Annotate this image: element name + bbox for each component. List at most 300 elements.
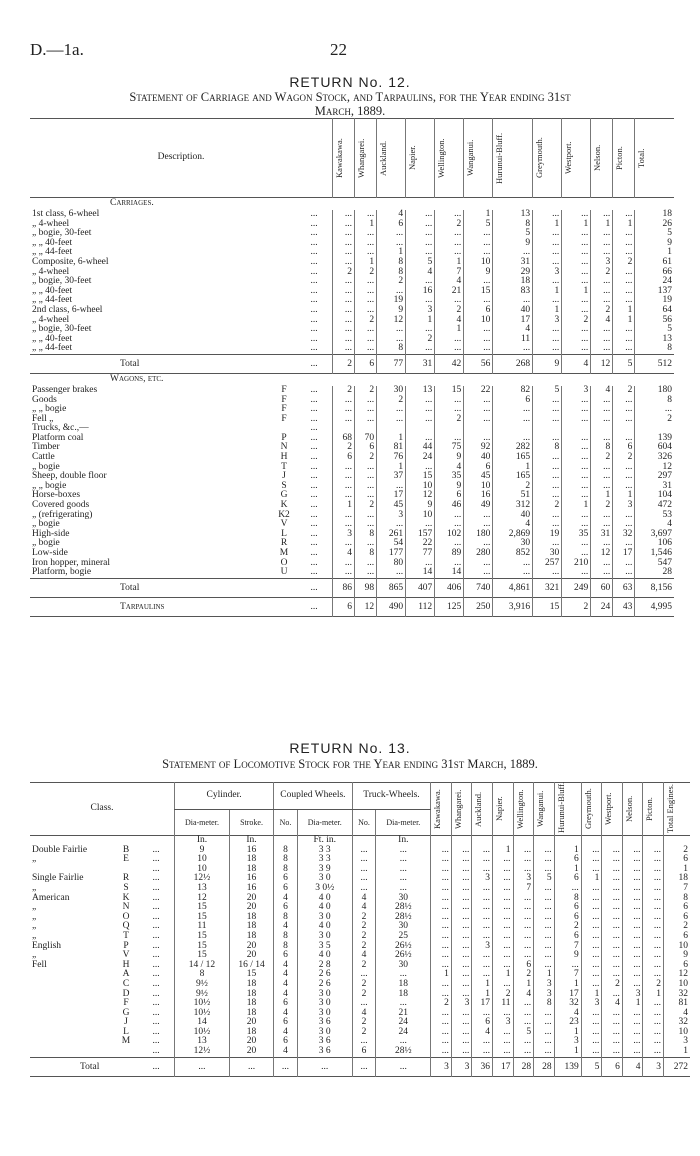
station-header — [581, 783, 602, 836]
cell-value: ... — [492, 980, 513, 990]
column-header — [406, 119, 435, 198]
class-letter: G — [122, 1007, 130, 1018]
coupled-no-header: No. — [274, 809, 298, 836]
cell-value: 1 — [613, 306, 635, 316]
column-header-label: Napier. — [407, 145, 418, 171]
class-letter: J — [282, 471, 286, 482]
cell-value: 2 — [591, 306, 613, 316]
truck-dia: 30 — [376, 922, 431, 932]
stroke: 18 — [229, 1009, 273, 1019]
class-letter: F — [123, 998, 129, 1009]
cell-value: ... — [451, 932, 472, 942]
cell-value: 1 — [377, 248, 406, 258]
leader-dots: ... — [310, 285, 318, 296]
table-row — [30, 386, 674, 396]
cell-value: ... — [464, 396, 493, 406]
cell-value: ... — [562, 277, 591, 287]
cell-value: 2 — [355, 501, 377, 511]
cell-value: ... — [431, 913, 452, 923]
leader-dots: ... — [274, 1057, 298, 1076]
cell-value: 1 — [534, 970, 555, 980]
cell-value: 2 — [355, 268, 377, 278]
cell-value: ... — [451, 922, 472, 932]
leader-dots: ... — [376, 1057, 431, 1076]
truck-no: 2 — [352, 1018, 376, 1028]
cyl-dia: 9 — [175, 846, 230, 856]
cell-value: 43 — [613, 597, 635, 616]
leader-dots: ... — [310, 471, 318, 482]
cell-value: 5 — [406, 258, 435, 268]
class-letter — [272, 354, 296, 373]
cell-value: 75 — [435, 443, 464, 453]
cell-value: ... — [406, 463, 435, 473]
cell-value: 2 — [355, 316, 377, 326]
cell-value: 1 — [581, 990, 602, 1000]
cell-value: 1 — [562, 501, 591, 511]
cylinder-group: Cylinder. — [175, 783, 274, 810]
cell-value: 9 — [464, 268, 493, 278]
cell-value: 31 — [493, 258, 533, 268]
cell-value: ... — [622, 980, 643, 990]
cell-value: 297 — [635, 472, 674, 482]
column-header — [635, 119, 674, 198]
cell-value: 28 — [513, 1057, 534, 1076]
table-row — [30, 1037, 690, 1047]
cell-value: 312 — [493, 501, 533, 511]
cell-value: 9 — [435, 482, 464, 492]
cell-value: ... — [533, 520, 562, 530]
class-name — [30, 970, 114, 980]
cell-value: ... — [472, 1037, 493, 1047]
station-header — [513, 783, 534, 836]
cell-value: ... — [464, 277, 493, 287]
cell-value: 16 — [406, 287, 435, 297]
cell-value: ... — [464, 520, 493, 530]
cell-value: ... — [355, 396, 377, 406]
leader-dots: ... — [310, 404, 318, 415]
cell-value: 11 — [493, 335, 533, 345]
cell-value: 2 — [591, 501, 613, 511]
cell-value: ... — [562, 568, 591, 578]
cell-value: ... — [333, 296, 355, 306]
cell-value: 31 — [591, 530, 613, 540]
cell-value: 4 — [562, 354, 591, 373]
class-letter: F — [281, 404, 287, 415]
leader-dots: ... — [310, 500, 318, 511]
cell-value: 10 — [464, 258, 493, 268]
stroke: 18 — [229, 922, 273, 932]
truck-no-header: No. — [352, 809, 376, 836]
cell-value: ... — [513, 1037, 534, 1047]
stroke: 16 — [229, 874, 273, 884]
cell-value: ... — [451, 1009, 472, 1019]
cell-value: ... — [406, 396, 435, 406]
class-name — [30, 1037, 114, 1047]
coupled-dia: 3 0 — [297, 1009, 352, 1019]
wagons-heading — [30, 373, 674, 386]
cell-value: ... — [333, 539, 355, 549]
cell-value: ... — [534, 932, 555, 942]
table-row — [30, 942, 690, 952]
cell-value: ... — [431, 922, 452, 932]
class-letter — [272, 229, 296, 239]
station-header — [534, 783, 555, 836]
column-header-label: Auckland. — [378, 140, 389, 176]
cell-value: 1 — [643, 990, 664, 1000]
leader-dots: ... — [152, 1026, 160, 1037]
cyl-dia: 8 — [175, 970, 230, 980]
cell-value: ... — [562, 443, 591, 453]
table-row — [30, 210, 674, 220]
truck-no: 6 — [352, 1047, 376, 1057]
cell-value: 32 — [664, 990, 691, 1000]
cell-value: ... — [562, 248, 591, 258]
class-letter: F — [281, 413, 287, 424]
cell-value: ... — [643, 874, 664, 884]
cell-value: ... — [622, 1018, 643, 1028]
cell-value: ... — [643, 903, 664, 913]
cyl-dia: 9½ — [175, 990, 230, 1000]
cell-value: 13 — [635, 335, 674, 345]
row-label: „ „ 40-feet — [32, 333, 73, 344]
cell-value: ... — [513, 903, 534, 913]
leader-dots: ... — [152, 902, 160, 913]
leader-dots: ... — [310, 582, 318, 593]
cell-value: 15 — [435, 386, 464, 396]
class-letter: H — [280, 452, 288, 463]
truck-dia: ... — [376, 970, 431, 980]
cell-value: ... — [533, 453, 562, 463]
coupled-dia: 3 9 — [297, 865, 352, 875]
leader-dots: ... — [310, 601, 318, 612]
cell-value: ... — [554, 884, 581, 894]
cell-value: ... — [333, 229, 355, 239]
cell-value: 60 — [591, 578, 613, 597]
cell-value: ... — [613, 568, 635, 578]
cell-value: ... — [492, 942, 513, 952]
cell-value: ... — [472, 865, 493, 875]
cell-value: 406 — [435, 578, 464, 597]
cell-value: 1 — [377, 463, 406, 473]
cell-value: ... — [554, 961, 581, 971]
cell-value: 89 — [435, 549, 464, 559]
class-letter — [272, 210, 296, 220]
cell-value: ... — [355, 335, 377, 345]
cell-value: 9 — [635, 239, 674, 249]
cell-value: 8,156 — [635, 578, 674, 597]
coupled-no: 4 — [274, 990, 298, 1000]
cell-value: ... — [533, 568, 562, 578]
cell-value: ... — [406, 296, 435, 306]
stroke: 20 — [229, 1047, 273, 1057]
cell-value: ... — [581, 1009, 602, 1019]
cell-value: 1 — [533, 306, 562, 316]
cell-value: ... — [333, 277, 355, 287]
cell-value: 42 — [435, 354, 464, 373]
cell-value: 45 — [377, 501, 406, 511]
cell-value: ... — [602, 846, 623, 856]
cell-value: 7 — [554, 970, 581, 980]
cell-value: 2,869 — [493, 530, 533, 540]
cell-value: 157 — [406, 530, 435, 540]
coupled-no: 6 — [274, 903, 298, 913]
cell-value: ... — [591, 210, 613, 220]
stroke: 20 — [229, 942, 273, 952]
cell-value: 4 — [435, 316, 464, 326]
cell-value: 1 — [554, 980, 581, 990]
cell-value: ... — [355, 239, 377, 249]
cyl-dia: 12½ — [175, 1047, 230, 1057]
cyl-dia: 13 — [175, 1037, 230, 1047]
class-letter — [272, 578, 296, 597]
cell-value: ... — [622, 922, 643, 932]
cell-value: ... — [492, 855, 513, 865]
cell-value: 8 — [533, 443, 562, 453]
coupled-dia: 3 0 — [297, 990, 352, 1000]
cell-value: 2 — [635, 415, 674, 425]
cell-value: 19 — [377, 296, 406, 306]
truck-dia: 28½ — [376, 903, 431, 913]
cell-value: ... — [613, 325, 635, 335]
table-row — [30, 970, 690, 980]
cell-value: ... — [562, 549, 591, 559]
cell-value: 2 — [355, 453, 377, 463]
leader-dots: ... — [310, 343, 318, 354]
class-name — [30, 1047, 114, 1057]
cell-value: 81 — [377, 443, 406, 453]
cell-value: ... — [377, 325, 406, 335]
station-header — [643, 783, 664, 836]
cell-value: ... — [533, 434, 562, 444]
cell-value: ... — [613, 396, 635, 406]
leader-dots: ... — [310, 333, 318, 344]
cell-value: 77 — [377, 354, 406, 373]
leader-dots: ... — [152, 873, 160, 884]
cell-value: ... — [435, 539, 464, 549]
cell-value: 6 — [664, 961, 691, 971]
cell-value: 6 — [355, 354, 377, 373]
row-label: „ „ bogie — [32, 480, 67, 491]
cell-value: ... — [431, 1009, 452, 1019]
cell-value: ... — [591, 344, 613, 354]
cell-value: ... — [613, 463, 635, 473]
cell-value: ... — [613, 335, 635, 345]
row-label: „ „ 44-feet — [32, 343, 73, 354]
row-label: Timber — [32, 442, 60, 453]
cell-value: 125 — [435, 597, 464, 616]
leader-dots: ... — [152, 998, 160, 1009]
table-row — [30, 220, 674, 230]
cell-value: ... — [602, 1009, 623, 1019]
coupled-dia: 3 6 — [297, 1037, 352, 1047]
cell-value: ... — [591, 415, 613, 425]
cell-value: 104 — [635, 491, 674, 501]
row-label: „ „ 44-feet — [32, 247, 73, 258]
cell-value: ... — [492, 1009, 513, 1019]
cell-value: 7 — [513, 884, 534, 894]
coupled-no: 8 — [274, 865, 298, 875]
cell-value: ... — [435, 248, 464, 258]
class-letter: V — [122, 950, 130, 961]
cell-value: 4 — [493, 520, 533, 530]
station-header-label: Napier. — [493, 796, 504, 822]
cell-value: ... — [451, 1047, 472, 1057]
row-label: Sheep, double floor — [32, 471, 107, 482]
stroke: 20 — [229, 1018, 273, 1028]
table-row — [30, 248, 674, 258]
coupled-dia: 3 0½ — [297, 884, 352, 894]
table-row — [30, 396, 674, 406]
cell-value: ... — [472, 884, 493, 894]
coupled-dia: 2 6 — [297, 980, 352, 990]
table-row — [30, 424, 674, 434]
leader-dots: ... — [310, 247, 318, 258]
stroke: 16 / 14 — [229, 961, 273, 971]
cell-value: ... — [602, 903, 623, 913]
cell-value: 8 — [591, 443, 613, 453]
station-header-label: Westport. — [603, 792, 614, 826]
truck-dia: 18 — [376, 980, 431, 990]
cell-value: 9 — [435, 453, 464, 463]
row-label: Trucks, &c.,— — [32, 423, 89, 434]
cell-value: 14 — [406, 568, 435, 578]
cell-value: 7 — [435, 268, 464, 278]
cell-value: 9 — [377, 306, 406, 316]
class-name: „ — [32, 911, 37, 922]
cell-value: ... — [591, 472, 613, 482]
leader-dots: ... — [310, 237, 318, 248]
cell-value: ... — [622, 855, 643, 865]
cell-value: ... — [435, 396, 464, 406]
cell-value: 19 — [635, 296, 674, 306]
cell-value: ... — [431, 1018, 452, 1028]
coupled-no: 6 — [274, 874, 298, 884]
coupled-dia-header: Dia-meter. — [297, 809, 352, 836]
cell-value: 56 — [464, 354, 493, 373]
cell-value: 17 — [613, 549, 635, 559]
cell-value: ... — [431, 1037, 452, 1047]
table-row — [30, 501, 674, 511]
cell-value: ... — [355, 405, 377, 415]
class-letter: O — [122, 911, 130, 922]
cell-value: ... — [581, 865, 602, 875]
cell-value: 6 — [377, 220, 406, 230]
cell-value: ... — [492, 951, 513, 961]
cell-value: ... — [333, 287, 355, 297]
class-letter: F — [281, 394, 287, 405]
cell-value: 17 — [377, 491, 406, 501]
cell-value: 17 — [472, 999, 493, 1009]
cell-value: ... — [613, 210, 635, 220]
cell-value: ... — [513, 932, 534, 942]
cell-value: ... — [613, 287, 635, 297]
cell-value: ... — [377, 415, 406, 425]
cell-value: 2 — [613, 258, 635, 268]
cell-value: 2 — [355, 386, 377, 396]
cell-value: 12 — [377, 316, 406, 326]
cell-value: 6 — [493, 396, 533, 406]
coupled-dia: 3 3 — [297, 846, 352, 856]
row-label: 2nd class, 6-wheel — [32, 304, 103, 315]
cell-value: ... — [435, 335, 464, 345]
cell-value: ... — [406, 277, 435, 287]
cell-value: 15 — [464, 287, 493, 297]
cell-value: 1 — [492, 970, 513, 980]
cell-value: ... — [492, 865, 513, 875]
cell-value: 76 — [377, 453, 406, 463]
coupled-no: 8 — [274, 846, 298, 856]
stroke: 18 — [229, 855, 273, 865]
cell-value: ... — [613, 472, 635, 482]
cell-value: 31 — [635, 482, 674, 492]
cell-value: 28 — [534, 1057, 555, 1076]
cell-value: ... — [581, 903, 602, 913]
cell-value: ... — [451, 884, 472, 894]
coupled-no: 8 — [274, 942, 298, 952]
cell-value: ... — [581, 1047, 602, 1057]
cell-value: ... — [643, 894, 664, 904]
station-header — [451, 783, 472, 836]
truck-dia: 26½ — [376, 942, 431, 952]
cell-value: 23 — [554, 1018, 581, 1028]
cell-value: ... — [581, 1037, 602, 1047]
cell-value: ... — [513, 865, 534, 875]
cell-value: ... — [562, 396, 591, 406]
leader-dots: ... — [310, 557, 318, 568]
cell-value: ... — [355, 539, 377, 549]
station-header-label: Total Engines. — [665, 784, 675, 833]
table-row — [30, 520, 674, 530]
cell-value: 1 — [472, 980, 493, 990]
table-row — [30, 482, 674, 492]
coupled-dia: 3 3 — [297, 855, 352, 865]
cell-value: ... — [581, 980, 602, 990]
return12-table — [30, 118, 674, 617]
leader-dots: ... — [175, 1057, 230, 1076]
cell-value: ... — [435, 239, 464, 249]
cell-value: 92 — [464, 443, 493, 453]
total-row — [30, 1057, 690, 1076]
station-header-label: Nelson. — [623, 795, 634, 823]
cell-value: 272 — [664, 1057, 691, 1076]
cell-value: ... — [643, 951, 664, 961]
class-letter: O — [280, 557, 288, 568]
cell-value: 64 — [635, 306, 674, 316]
cell-value: 1 — [591, 220, 613, 230]
stroke: 16 — [229, 846, 273, 856]
cell-value: ... — [355, 277, 377, 287]
column-header — [493, 119, 533, 198]
cell-value: ... — [464, 568, 493, 578]
cell-value: ... — [591, 277, 613, 287]
cell-value: ... — [333, 511, 355, 521]
cell-value: 280 — [464, 549, 493, 559]
coupled-dia: 4 0 — [297, 951, 352, 961]
cell-value: 137 — [635, 287, 674, 297]
cell-value: ... — [333, 258, 355, 268]
truck-no: ... — [352, 884, 376, 894]
leader-dots: ... — [310, 394, 318, 405]
leader-dots: ... — [310, 358, 318, 369]
cell-value: 1 — [533, 287, 562, 297]
cell-value: ... — [643, 1037, 664, 1047]
coupled-no: 4 — [274, 1028, 298, 1038]
cell-value: ... — [533, 472, 562, 482]
cell-value: 2 — [513, 970, 534, 980]
cell-value: ... — [472, 903, 493, 913]
leader-dots: ... — [152, 940, 160, 951]
cell-value: ... — [613, 277, 635, 287]
